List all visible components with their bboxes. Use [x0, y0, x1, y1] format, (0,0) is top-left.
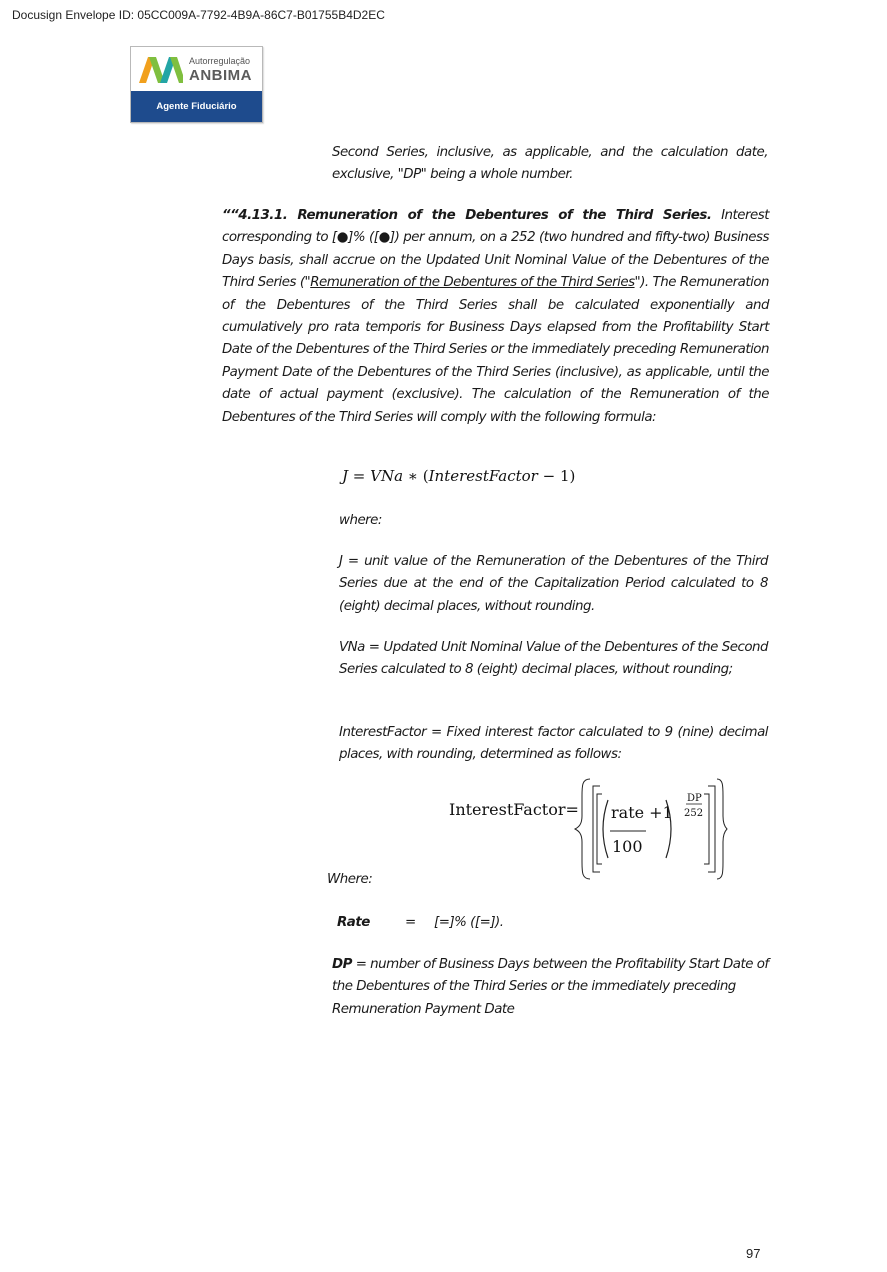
- left-bracket-inner: [597, 794, 602, 864]
- exponent-denominator: 252: [684, 808, 704, 819]
- right-brace: [717, 779, 727, 879]
- rate-value: [=]% ([=]).: [434, 915, 504, 930]
- factor-denominator: 100: [612, 837, 643, 856]
- logo-band: Agente Fiduciário: [131, 91, 262, 122]
- main-formula: J = VNa ∗ (InterestFactor − 1): [342, 467, 576, 485]
- factor-numerator: rate +1: [611, 803, 673, 822]
- section-text-1: Interest corresponding to [●]% ([●]) per annum, on a 252 (two hundred and fifty-two) Business Days basis, shall accrue on the Updated Unit Nominal Value of the Debentures of the Third Series (": [222, 208, 769, 291]
- factor-formula-lhs: InterestFactor=: [449, 800, 579, 819]
- dp-label: DP: [332, 957, 352, 972]
- logo-top-text: Autorregulação: [189, 56, 251, 66]
- dp-definition: [332, 954, 784, 1021]
- section-heading: ““4.13.1. Remuneration of the Debentures of the Third Series.: [222, 208, 712, 223]
- intro-paragraph: Second Series, inclusive, as applicable, and the calculation date, exclusive, "DP" being a whole number.: [332, 145, 768, 183]
- def-j: J = unit value of the Remuneration of the Debentures of the Third Series due at the end of the Capitalization Period calculated to 8 (eight) decimal places, without rounding.: [339, 554, 768, 614]
- rate-label: Rate: [337, 915, 370, 930]
- logo-brand: ANBIMA: [189, 67, 252, 84]
- where-label-2: Where:: [327, 872, 373, 887]
- exponent-numerator: DP: [687, 793, 702, 804]
- page-number: 97: [746, 1246, 761, 1261]
- factor-formula: [574, 776, 728, 882]
- anbima-mark-icon: [139, 57, 183, 83]
- defined-term: Remuneration of the Debentures of the Third Series: [310, 275, 635, 291]
- def-vna: VNa = Updated Unit Nominal Value of the Debentures of the Second Series calculated to 8 (eight) decimal places, without rounding;: [339, 640, 768, 678]
- right-bracket-inner: [704, 794, 709, 864]
- anbima-logo: [130, 46, 263, 123]
- left-paren: [603, 800, 608, 858]
- section-4-13-1: [222, 205, 769, 429]
- rate-equals: =: [405, 915, 416, 930]
- where-label: where:: [339, 513, 382, 528]
- envelope-id: Docusign Envelope ID: 05CC009A-7792-4B9A-86C7-B01755B4D2EC: [12, 8, 385, 22]
- left-brace: [575, 779, 590, 879]
- section-text-2: "). The Remuneration of the Debentures of the Third Series shall be calculated exponentially and cumulatively pro rata temporis for Business Days elapsed from the Profitability Start Date of the Debentures of the Third Series or the immediately preceding Remuneration Payment Date of the Debentures of the Third Series (inclusive), as applicable, until the date of actual payment (exclusive). The calculation of the Remuneration of the Debentures of the Third Series will comply with the following formula:: [222, 275, 769, 425]
- dp-text: = number of Business Days between the Profitability Start Date of the Debentures of the Third Series or the immediately preceding Remuneration Payment Date: [332, 957, 769, 1017]
- def-interest-factor: InterestFactor = Fixed interest factor calculated to 9 (nine) decimal places, with rounding, determined as follows:: [339, 725, 768, 763]
